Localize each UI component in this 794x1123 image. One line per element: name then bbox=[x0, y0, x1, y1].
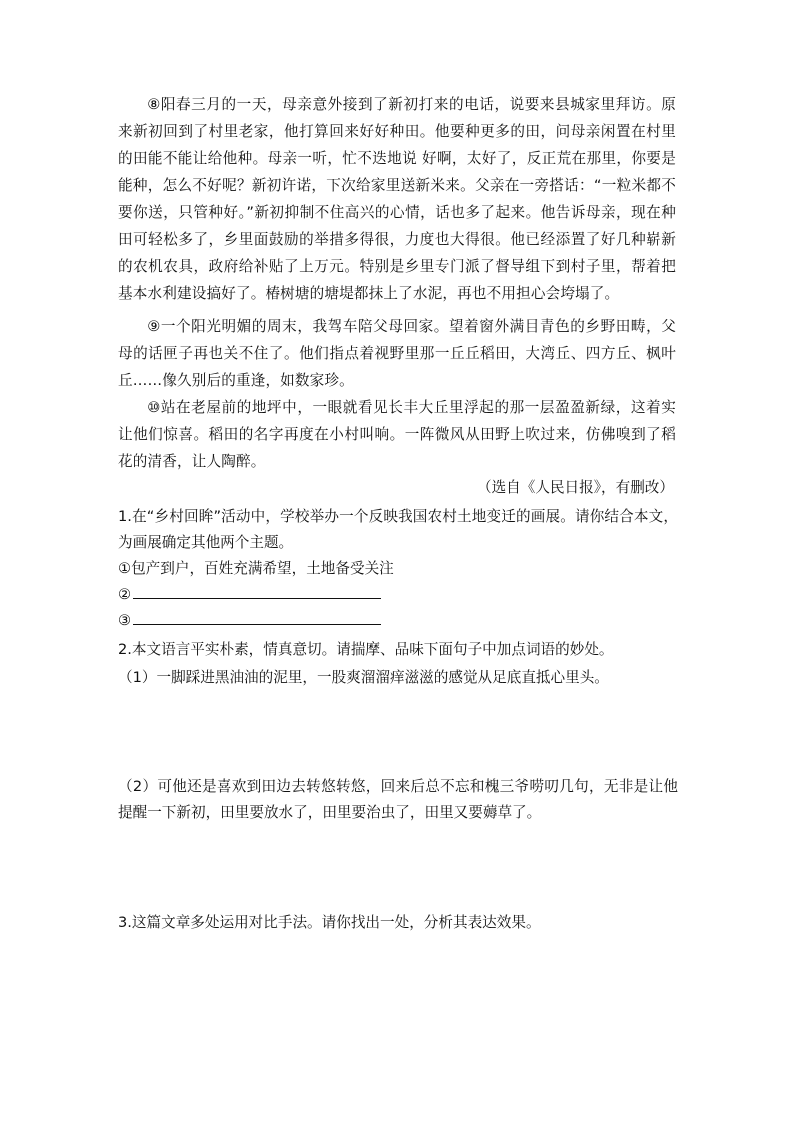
theme-2-marker: ② bbox=[118, 586, 132, 603]
question-2-sentence-2: （2）可他还是喜欢到田边去转悠转悠，回来后总不忘和槐三爷唠叨几句，无非是让他提醒一下新初，田里要放水了，田里要治虫了，田里又要薅草了。 bbox=[118, 778, 678, 821]
article-paragraph-8: ⑧阳春三月的一天，母亲意外接到了新初打来的电话，说要来县城家里拜访。原来新初回到了村里老家，他打算回来好好种田。他要种更多的田，问母亲闲置在村里的田能不能让给他种。母亲一听，忙不迭地说 好啊，太好了，反正荒在那里，你要是能种，怎么不好呢？新初许诺，下次给家里送新米来。父亲在一旁搭话：“一粒米都不要你送，只管种好。”新初抑制不住高兴的心情，话也多了起来。他告诉母亲，现在种田可轻松多了，乡里面鼓励的举措多得很，力度也大得很。他已经添置了好几种崭新的农机农具，政府给补贴了上万元。特别是乡里专门派了督导组下到村子里，帮着把基本水利建设搞好了。椿树塘的塘堤都抹上了水泥，再也不用担心会垮塌了。 bbox=[118, 96, 676, 302]
theme-3-marker: ③ bbox=[118, 612, 132, 629]
question-2: 2.本文语言平实朴素，情真意切。请揣摩、品味下面句子中加点词语的妙处。 bbox=[118, 641, 614, 658]
question-3: 3.这篇文章多处运用对比手法。请你找出一处，分析其表达效果。 bbox=[118, 914, 541, 931]
article-source: （选自《人民日报》，有删改） bbox=[476, 479, 674, 496]
question-1-theme-3 bbox=[118, 608, 678, 634]
question-1-theme-2 bbox=[118, 582, 678, 608]
question-1-theme-1: ①包产到户，百姓充满希望，土地备受关注 bbox=[118, 560, 394, 577]
question-1: 1.在“乡村回眸”活动中，学校举办一个反映我国农村土地变迁的画展。请你结合本文，为画展确定其他两个主题。 bbox=[118, 508, 678, 551]
question-2-sentence-1: （1）一脚踩进黑油油的泥里，一股爽溜溜痒滋滋的感觉从足底直抵心里头。 bbox=[118, 669, 609, 686]
article-paragraph-9: ⑨一个阳光明媚的周末，我驾车陪父母回家。望着窗外满目青色的乡野田畴，父母的话匣子再也关不住了。他们指点着视野里那一丘丘稻田，大湾丘、四方丘、枫叶丘……像久别后的重逢，如数家珍。 bbox=[118, 318, 676, 389]
answer-blank-theme-3[interactable] bbox=[133, 608, 381, 625]
article-paragraph-10: ⑩站在老屋前的地坪中，一眼就看见长丰大丘里浮起的那一层盈盈新绿，这着实让他们惊喜。稻田的名字再度在小村叫响。一阵微风从田野上吹过来，仿佛嗅到了稻花的清香，让人陶醉。 bbox=[118, 399, 676, 470]
answer-blank-theme-2[interactable] bbox=[133, 582, 381, 599]
